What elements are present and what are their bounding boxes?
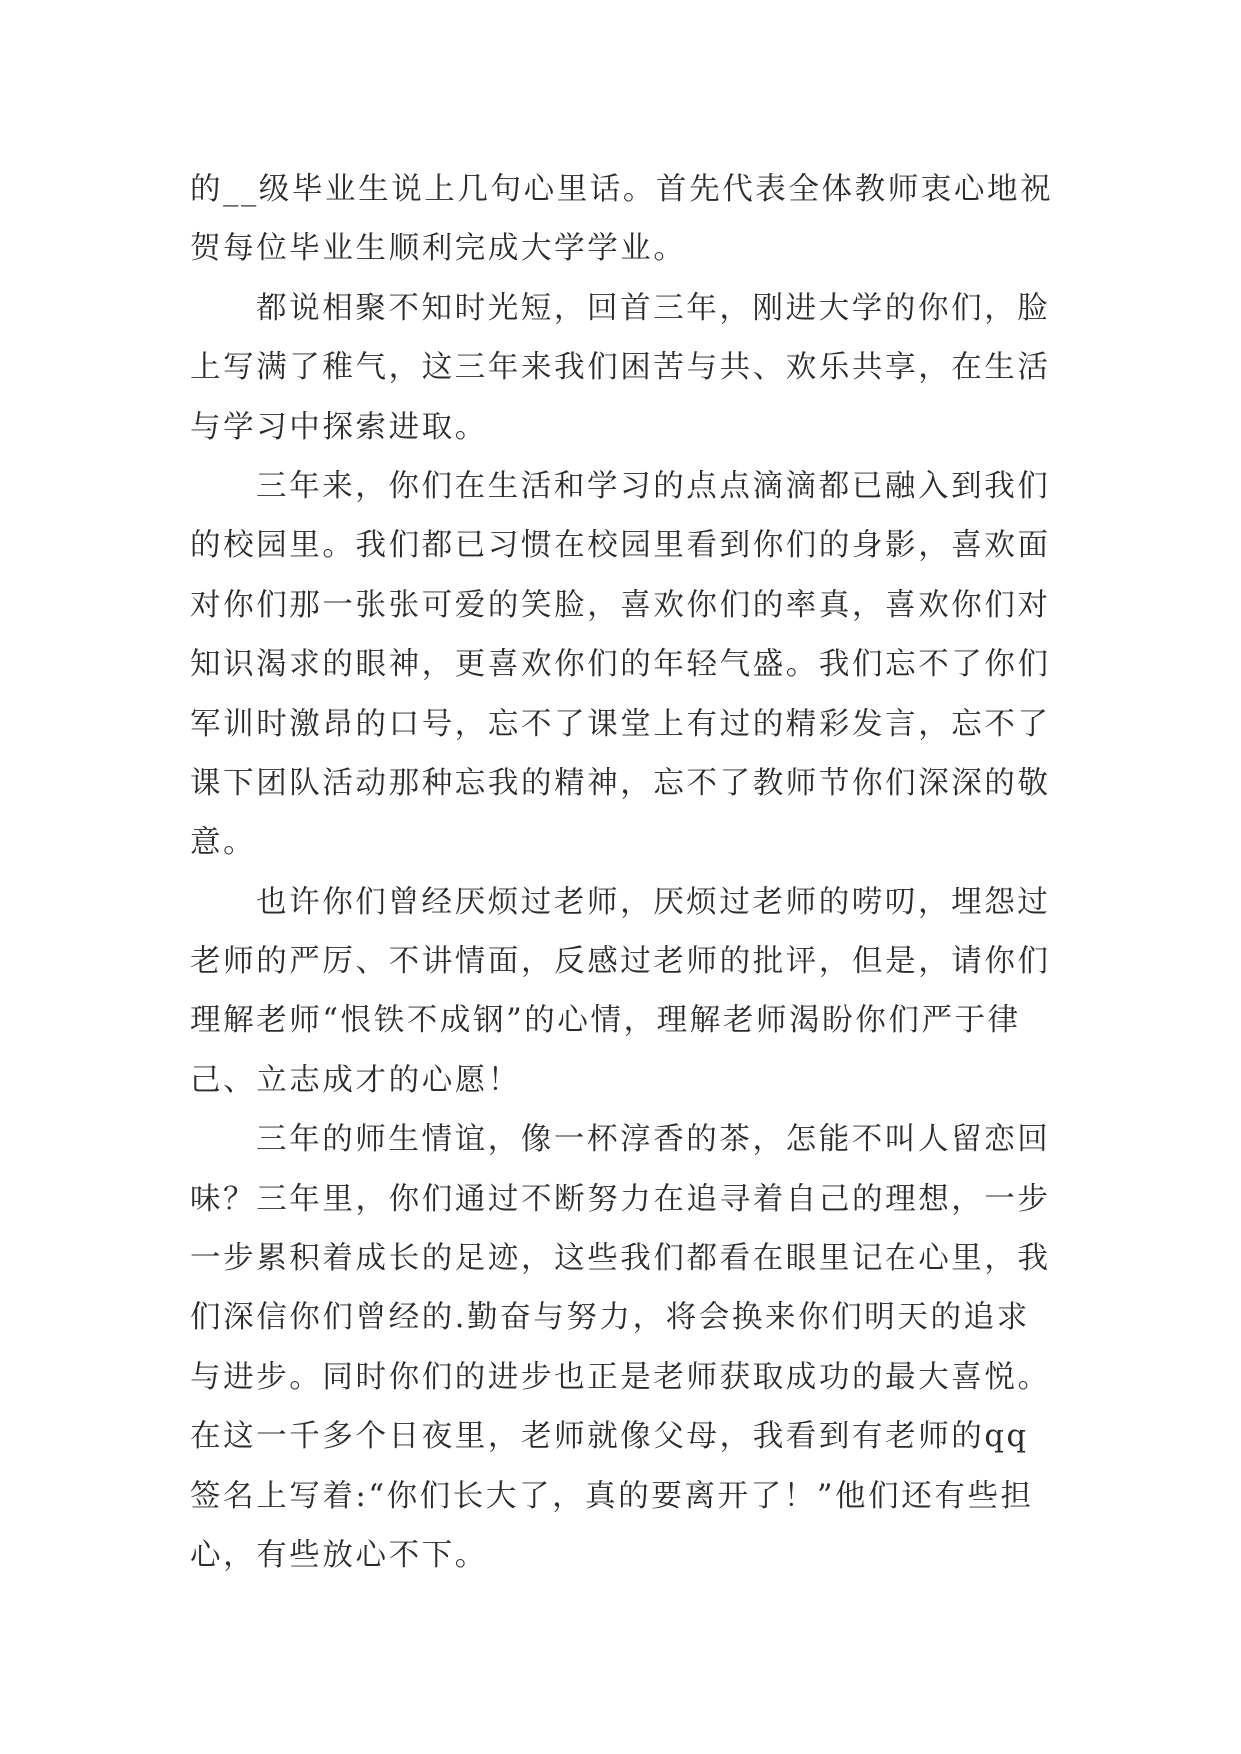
text-line: 们深信你们曾经的.勤奋与努力，将会换来你们明天的追求 bbox=[190, 1300, 1030, 1336]
paragraph-first-line: 三年的师生情谊，像一杯淳香的茶，怎能不叫人留恋回 bbox=[256, 1122, 1051, 1158]
text-line: 贺每位毕业生顺利完成大学学业。 bbox=[190, 231, 687, 267]
text-line: 意。 bbox=[190, 825, 257, 861]
text-line: 对你们那一张张可爱的笑脸，喜欢你们的率真，喜欢你们对 bbox=[190, 587, 1051, 623]
text-line: 与学习中探索进取。 bbox=[190, 409, 488, 445]
text-line: 上写满了稚气，这三年来我们困苦与共、欢乐共享，在生活 bbox=[190, 350, 1051, 386]
text-line: 的__级毕业生说上几句心里话。首先代表全体教师衷心地祝 bbox=[190, 172, 1054, 207]
text-line: 在这一千多个日夜里，老师就像父母，我看到有老师的qq bbox=[190, 1419, 1029, 1455]
document-body bbox=[190, 160, 1054, 1585]
text-line: 味？三年里，你们通过不断努力在追寻着自己的理想，一步 bbox=[190, 1181, 1051, 1217]
paragraph-first-line: 也许你们曾经厌烦过老师，厌烦过老师的唠叨，埋怨过 bbox=[256, 884, 1051, 920]
text-line: 一步累积着成长的足迹，这些我们都看在眼里记在心里，我 bbox=[190, 1241, 1051, 1277]
text-line: 课下团队活动那种忘我的精神，忘不了教师节你们深深的敬 bbox=[190, 765, 1051, 801]
text-line: 知识渴求的眼神，更喜欢你们的年轻气盛。我们忘不了你们 bbox=[190, 647, 1051, 683]
paragraph-first-line: 三年来，你们在生活和学习的点点滴滴都已融入到我们 bbox=[256, 468, 1051, 504]
text-line: 己、立志成才的心愿！ bbox=[190, 1062, 521, 1098]
text-line: 的校园里。我们都已习惯在校园里看到你们的身影，喜欢面 bbox=[190, 528, 1051, 564]
text-line: 军训时激昂的口号，忘不了课堂上有过的精彩发言，忘不了 bbox=[190, 706, 1051, 742]
paragraph-first-line: 都说相聚不知时光短，回首三年，刚进大学的你们，脸 bbox=[256, 290, 1051, 326]
text-line: 与进步。同时你们的进步也正是老师获取成功的最大喜悦。 bbox=[190, 1359, 1051, 1395]
text-line: 心，有些放心不下。 bbox=[190, 1537, 488, 1573]
text-line: 理解老师“恨铁不成钢”的心情，理解老师渴盼你们严于律 bbox=[190, 1003, 1021, 1039]
text-line: 老师的严厉、不讲情面，反感过老师的批评，但是，请你们 bbox=[190, 944, 1051, 980]
text-line: 签名上写着:“你们长大了，真的要离开了！”他们还有些担 bbox=[190, 1478, 1034, 1514]
